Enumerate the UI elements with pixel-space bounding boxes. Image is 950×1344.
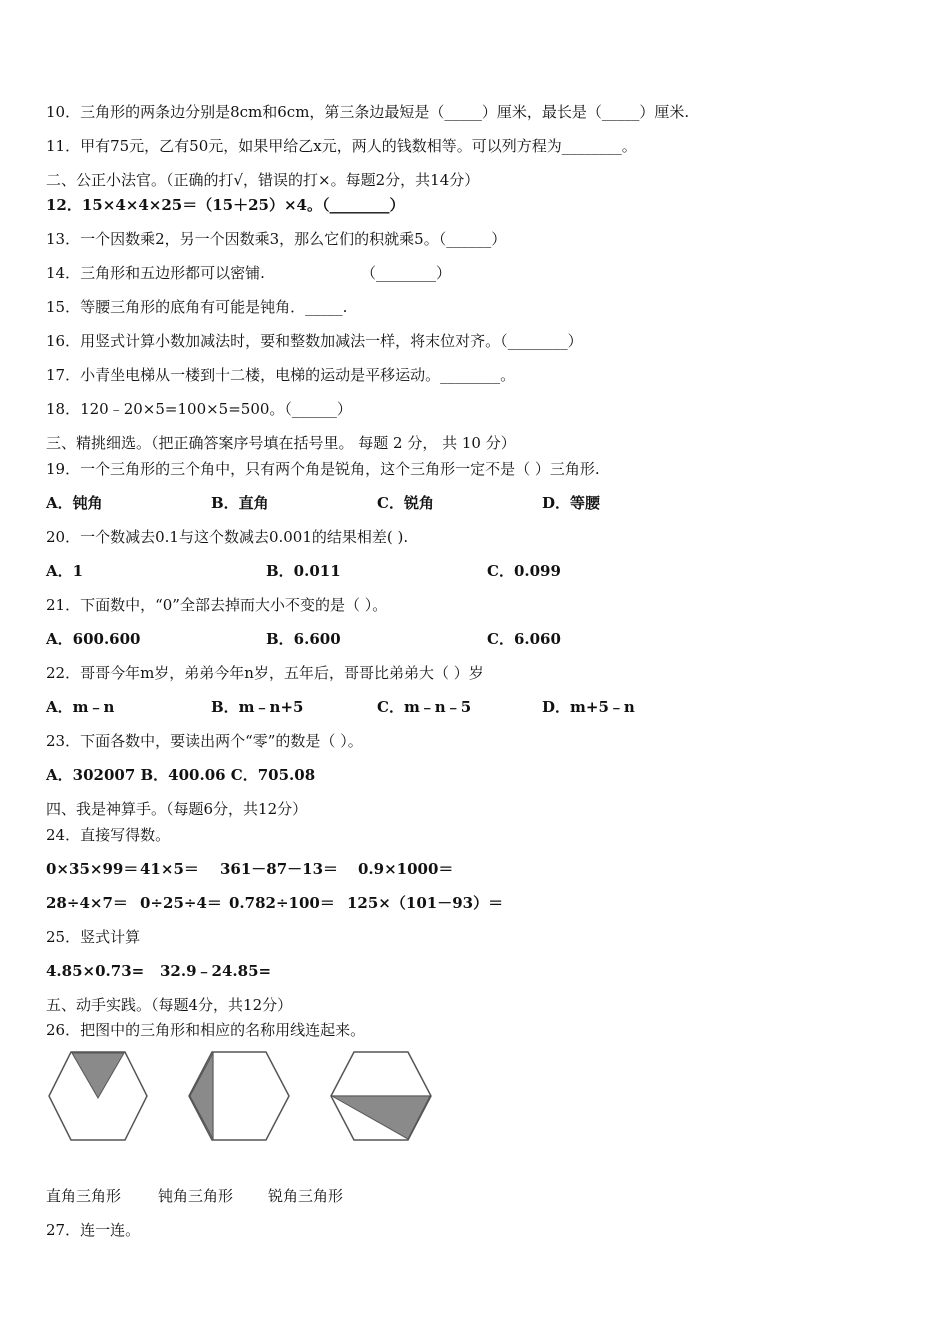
triangle-shape bbox=[190, 1053, 213, 1139]
option-c: C．0.099 bbox=[487, 562, 561, 580]
option-c: C．m﹣n﹣5 bbox=[377, 698, 472, 716]
question-17: 17．小青坐电梯从一楼到十二楼，电梯的运动是平移运动。________。 bbox=[46, 366, 516, 384]
question-16: 16．用竖式计算小数加减法时，要和整数加减法一样，将末位对齐。（________） bbox=[46, 332, 583, 350]
question-15: 15．等腰三角形的底角有可能是钝角．_____. bbox=[46, 298, 348, 316]
calc-item: 41×5＝ bbox=[140, 860, 199, 878]
section-2-heading: 二、公正小法官。（正确的打√，错误的打×。每题2分，共14分） bbox=[46, 171, 480, 189]
option-d: D．等腰 bbox=[542, 494, 601, 512]
section-4-heading: 四、我是神算手。（每题6分，共12分） bbox=[46, 800, 308, 818]
question-23: 23．下面各数中，要读出两个“零”的数是（ ）。 bbox=[46, 732, 363, 750]
question-23-options: A．302007 B．400.06 C．705.08 bbox=[46, 766, 316, 784]
calc-item: 0.9×1000＝ bbox=[358, 860, 454, 878]
calc-item: 125×（101－93）＝ bbox=[347, 894, 504, 912]
section-5-heading: 五、动手实践。（每题4分，共12分） bbox=[46, 996, 293, 1014]
calc-item: 4.85×0.73= bbox=[46, 962, 145, 980]
section-3-heading: 三、精挑细选。（把正确答案序号填在括号里。 每题 2 分， 共 10 分） bbox=[46, 434, 516, 452]
name-obtuse-triangle: 钝角三角形 bbox=[158, 1187, 234, 1205]
option-a: A．1 bbox=[46, 562, 84, 580]
calc-item: 361－87－13＝ bbox=[220, 860, 339, 878]
calc-item: 28÷4×7＝ bbox=[46, 894, 128, 912]
option-a: A．600.600 bbox=[46, 630, 141, 648]
question-18: 18．120﹣20×5=100×5=500。（______） bbox=[46, 400, 352, 418]
question-12: 12．15×4×4×25＝（15＋25）×4。（________） bbox=[46, 196, 405, 214]
question-26: 26．把图中的三角形和相应的名称用线连起来。 bbox=[46, 1021, 366, 1039]
question-10: 10．三角形的两条边分别是8cm和6cm，第三条边最短是（_____）厘米，最长是（_____）厘米. bbox=[46, 103, 690, 121]
option-b: B．m﹣n+5 bbox=[211, 698, 304, 716]
hexagon-figures bbox=[46, 1048, 446, 1148]
option-b: B．直角 bbox=[211, 494, 269, 512]
hexagon-figure-2 bbox=[186, 1048, 292, 1144]
question-22: 22．哥哥今年m岁，弟弟今年n岁，五年后，哥哥比弟弟大（ ）岁 bbox=[46, 664, 484, 682]
calc-item: 0×35×99＝ bbox=[46, 860, 139, 878]
hexagon-figure-1 bbox=[46, 1048, 150, 1144]
option-d: D．m+5﹣n bbox=[542, 698, 635, 716]
question-13: 13．一个因数乘2，另一个因数乘3，那么它们的积就乘5。（______） bbox=[46, 230, 507, 248]
option-a: A．m﹣n bbox=[46, 698, 115, 716]
question-11: 11．甲有75元，乙有50元，如果甲给乙x元，两人的钱数相等。可以列方程为________。 bbox=[46, 137, 637, 155]
name-right-triangle: 直角三角形 bbox=[46, 1187, 122, 1205]
question-20: 20．一个数减去0.1与这个数减去0.001的结果相差( ). bbox=[46, 528, 409, 546]
question-24: 24．直接写得数。 bbox=[46, 826, 171, 844]
question-14: 14．三角形和五边形都可以密铺. bbox=[46, 264, 265, 282]
option-b: B．0.011 bbox=[266, 562, 341, 580]
question-25: 25．竖式计算 bbox=[46, 928, 141, 946]
calc-item: 32.9﹣24.85= bbox=[160, 962, 272, 980]
option-c: C．锐角 bbox=[377, 494, 434, 512]
question-27: 27．连一连。 bbox=[46, 1221, 141, 1239]
question-21: 21．下面数中，“0”全部去掉而大小不变的是（ ）。 bbox=[46, 596, 388, 614]
option-b: B．6.600 bbox=[266, 630, 341, 648]
question-14-blank: （________） bbox=[361, 264, 452, 282]
name-acute-triangle: 锐角三角形 bbox=[268, 1187, 344, 1205]
option-c: C．6.060 bbox=[487, 630, 561, 648]
option-a: A．钝角 bbox=[46, 494, 103, 512]
question-19: 19．一个三角形的三个角中，只有两个角是锐角，这个三角形一定不是（ ）三角形. bbox=[46, 460, 600, 478]
calc-item: 0÷25÷4＝ bbox=[140, 894, 222, 912]
hexagon-figure-3 bbox=[328, 1048, 434, 1144]
calc-item: 0.782÷100＝ bbox=[229, 894, 335, 912]
